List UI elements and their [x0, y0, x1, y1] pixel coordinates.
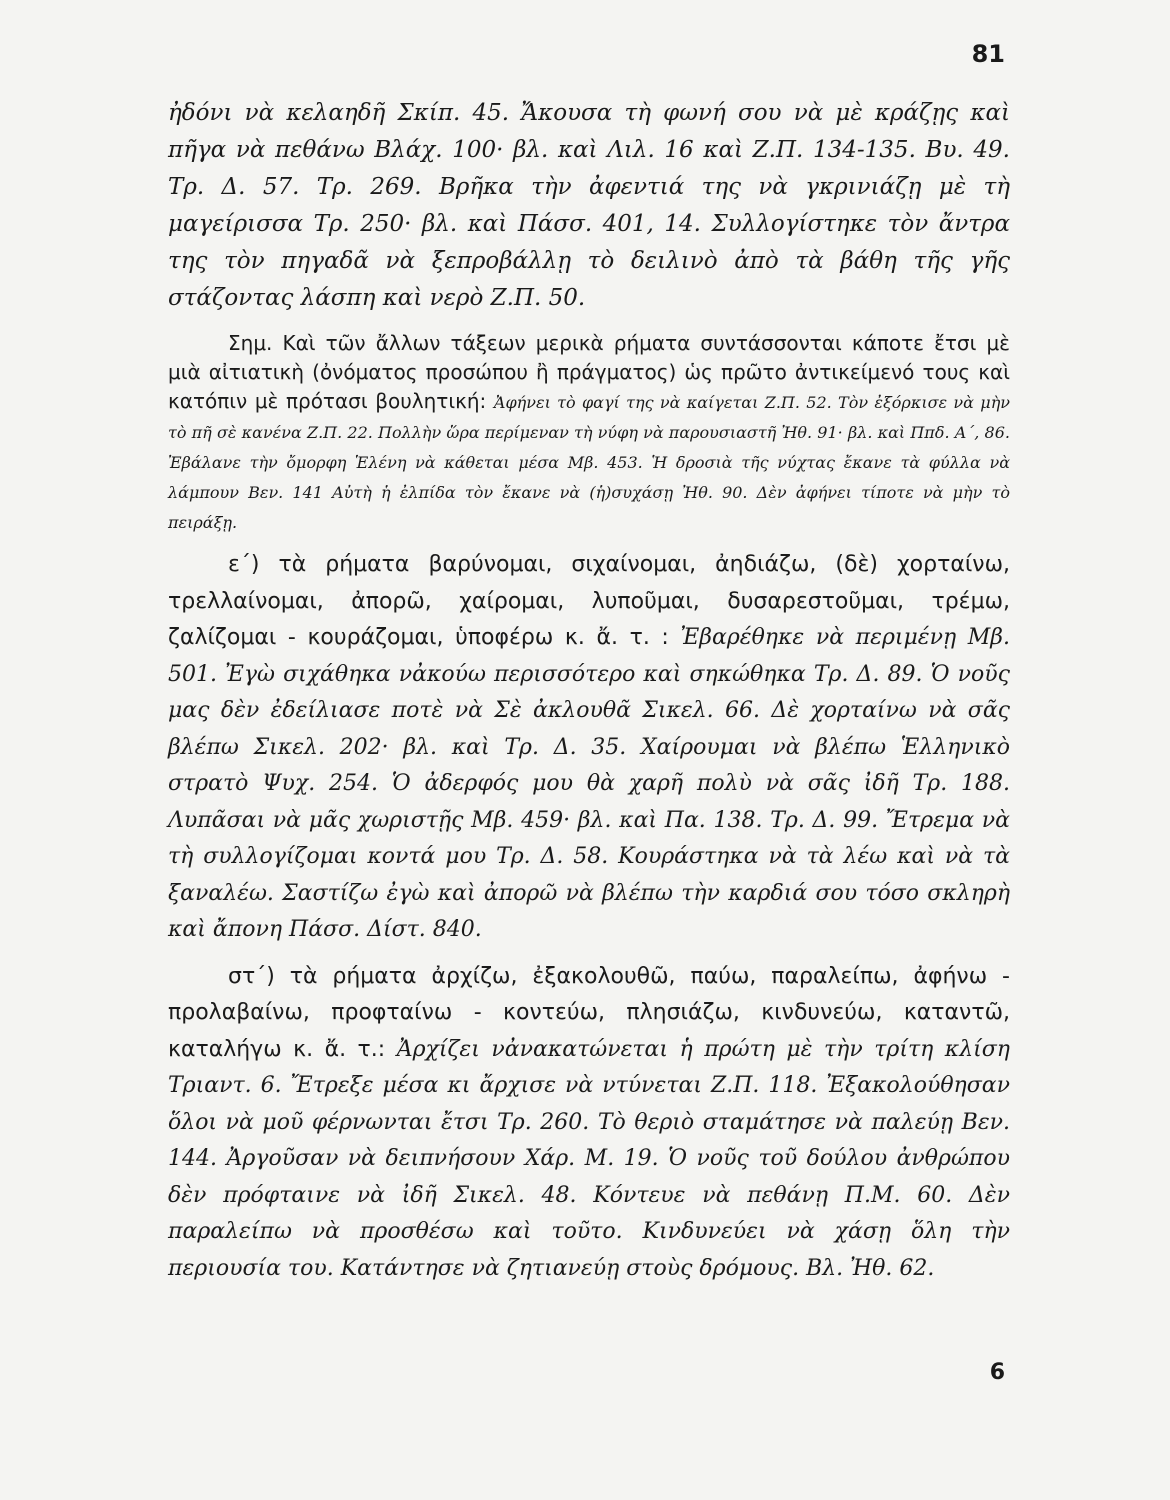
paragraph-e — [168, 547, 1010, 949]
paragraph-1: ἠδόνι νὰ κελαηδῆ Σκίπ. 45. Ἄκουσα τὴ φωνή σου νὰ μὲ κράζῃς καὶ πῆγα νὰ πεθάνω Βλάχ. 100· βλ. καὶ Λιλ. 16 καὶ Ζ.Π. 134-135. Βυ. 49. Τρ. Δ. 57. Τρ. 269. Βρῆκα τὴν ἀφεντιά της νὰ γκρινιάζῃ μὲ τὴ μαγείρισσα Τρ. 250· βλ. καὶ Πάσσ. 401, 14. Συλλογίστηκε τὸν ἄντρα της τὸν πηγαδᾶ νὰ ξεπροβάλλῃ τὸ δειλινὸ ἀπὸ τὰ βάθη τῆς γῆς στάζοντας λάσπη καὶ νερὸ Ζ.Π. 50. — [168, 100, 1010, 311]
paragraph-note — [168, 329, 1010, 537]
note-lead: Σημ. Καὶ τῶν ἄλλων τάξεων μερικὰ ρήματα συντάσσονται κάποτε ἔτσι μὲ μιὰ αἰτιατικὴ (ὀνόματος προσώπου ἢ πράγματος) ὡς πρῶτο ἀντικείμενό τους καὶ κατόπιν μὲ πρότασι βουλητική: — [168, 331, 1010, 413]
section-st-examples: Ἀρχίζει νἀνακατώνεται ἡ πρώτη μὲ τὴν τρίτη κλίση Τριαντ. 6. Ἔτρεξε μέσα κι ἄρχισε νὰ ντύνεται Ζ.Π. 118. Ἐξακολούθησαν ὅλοι νὰ μοῦ φέρνωνται ἔτσι Τρ. 260. Τὸ θεριὸ σταμάτησε νὰ παλεύῃ Βεν. 144. Ἀργοῦσαν νὰ δειπνήσουν Χάρ. Μ. 19. Ὁ νοῦς τοῦ δούλου ἀνθρώπου δὲν πρόφταινε νὰ ἰδῆ Σικελ. 48. Κόντευε νὰ πεθάνῃ Π.Μ. 60. Δὲν παραλείπω νὰ προσθέσω καὶ τοῦτο. Κινδυνεύει νὰ χάσῃ ὅλη τὴν περιουσία του. Κατάντησε νὰ ζητιανεύῃ στοὺς δρόμους. Βλ. Ἠθ. 62. — [168, 1036, 1010, 1281]
section-st-lead: στ΄) τὰ ρήματα ἀρχίζω, ἐξακολουθῶ, παύω, παραλείπω, ἀφήνω - προλαβαίνω, προφταίνω - κοντεύω, πλησιάζω, κινδυνεύω, καταντῶ, καταλήγω κ. ἄ. τ.: — [168, 963, 1010, 1062]
section-e-examples: Ἐβαρέθηκε νὰ περιμένῃ Μβ. 501. Ἐγὼ σιχάθηκα νἀκούω περισσότερο καὶ σηκώθηκα Τρ. Δ. 89. Ὁ νοῦς μας δὲν ἐδείλιασε ποτὲ νὰ Σὲ ἀκλουθᾶ Σικελ. 66. Δὲ χορταίνω νὰ σᾶς βλέπω Σικελ. 202· βλ. καὶ Τρ. Δ. 35. Χαίρουμαι νὰ βλέπω Ἑλληνικὸ στρατὸ Ψυχ. 254. Ὁ ἀδερφός μου θὰ χαρῆ πολὺ νὰ σᾶς ἰδῆ Τρ. 188. Λυπᾶσαι νὰ μᾶς χωριστῇς Μβ. 459· βλ. καὶ Πα. 138. Τρ. Δ. 99. Ἔτρεμα νὰ τὴ συλλογίζομαι κοντά μου Τρ. Δ. 58. Κουράστηκα νὰ τὰ λέω καὶ νὰ τὰ ξαναλέω. Σαστίζω ἐγὼ καὶ ἀπορῶ νὰ βλέπω τὴν καρδιά σου τόσο σκληρὴ καὶ ἄπονη Πάσσ. Δίστ. 840. — [168, 625, 1011, 942]
note-examples: Ἀφήνει τὸ φαγί της νὰ καίγεται Ζ.Π. 52. Τὸν ἐξόρκισε νὰ μὴν τὸ πῆ σὲ κανένα Ζ.Π. 22. Πολλὴν ὥρα περίμεναν τὴ νύφη νὰ παρουσιαστῆ Ἠθ. 91· βλ. καὶ Ππδ. Α΄, 86. Ἐβάλανε τὴν ὄμορφη Ἑλένη νὰ κάθεται μέσα Μβ. 453. Ἡ δροσιὰ τῆς νύχτας ἔκανε τὰ φύλλα νὰ λάμπουν Βεν. 141 Αὐτὴ ἡ ἐλπίδα τὸν ἔκανε νὰ (ἡ)συχάσῃ Ἠθ. 90. Δὲν ἀφήνει τίποτε νὰ μὴν τὸ πειράξῃ. — [168, 393, 1011, 532]
section-e-lead: ε΄) τὰ ρήματα βαρύνομαι, σιχαίνομαι, ἀηδιάζω, (δὲ) χορταίνω, τρελλαίνομαι, ἀπορῶ, χαίρομαι, λυποῦμαι, δυσαρεστοῦμαι, τρέμω, ζαλίζομαι - κουράζομαι, ὑποφέρω κ. ἄ. τ. : — [168, 552, 1010, 650]
page-body — [168, 95, 1010, 1287]
page-number: 81 — [971, 40, 1005, 68]
paragraph-st — [168, 959, 1010, 1288]
signature-mark: 6 — [989, 1360, 1005, 1385]
